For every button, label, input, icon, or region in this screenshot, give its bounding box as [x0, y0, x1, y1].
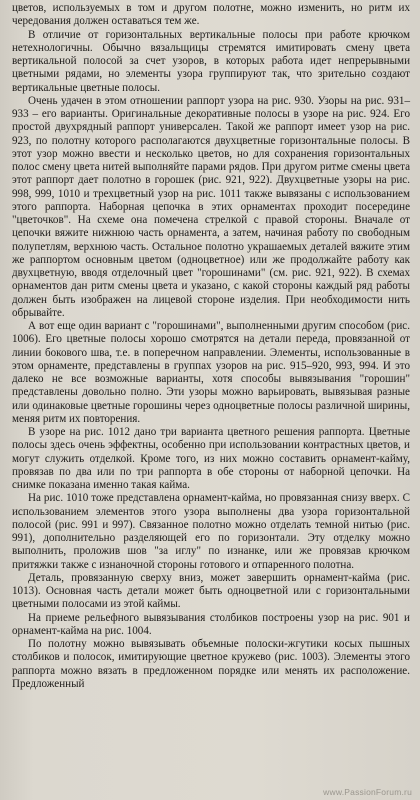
paragraph-pattern-1013: Деталь, провязанную сверху вниз, может завершить орнамент-кайма (рис. 1013). Основная часть детали может быть одноцветной или с горизонтальными цветными полосами из этой каймы.: [12, 571, 410, 611]
paragraph-continuation: цветов, используемых в том и другом полотне, можно изменить, но ритм их чередования должен оставаться тем же.: [12, 2, 410, 28]
paragraph-vertical-stripes: В отличие от горизонтальных вертикальные полосы при работе крючком нетехнологичны. Обычно вязальщицы стремятся имитировать смену цвета вертикальной полосой за счет узоров, в которых работа идет непрерывными цветными рядами, но элементы узора группируют так, что зрительно создают вертикальные цветные полосы.: [12, 28, 410, 94]
paragraph-dots-variant: А вот еще один вариант с "горошинами", выполненными другим способом (рис. 1006). Его цветные полосы хорошо смотрятся на детали переда, провязанной от линии бокового шва, т.е. в поперечном направлении. Элементы, использованные в этом орнаменте, представлены в группах узоров на рис. 915–920, 993, 994. И это далеко не все возможные варианты, хотя способы вывязывания "горошин" представлены довольно полно. Эти узоры можно варьировать, вывязывая разные или одинаковые цветные горошины через одноцветные полосы различной ширины, меняя ритм их повторения.: [12, 320, 410, 425]
paragraph-rapport-930: Очень удачен в этом отношении раппорт узора на рис. 930. Узоры на рис. 931–933 – его варианты. Оригинальные декоративные полосы в узоре на рис. 924. Его простой двухрядный раппорт универсален. Такой же раппорт имеет узор на рис. 923, по полотну которого располагаются двухцветные горизонтальные полосы. В этот узор можно ввести и несколько цветов, но для сохранения горизонтальных полос смену цвета нитей выполняйте парами рядов. При другом ритме смены цвета этот раппорт дает полотно в горошек (рис. 921, 922). Двухцветные узоры на рис. 998, 999, 1010 и трехцветный узор на рис. 1011 также вывязаны с использованием этого раппорта. Наборная цепочка в этих орнаментах проходит посередине "цветочков". На схеме она помечена стрелкой с правой стороны. Вначале от цепочки вяжите нижнюю часть орнамента, а затем, начиная работу по свободным полупетлям, верхнюю часть. Остальное полотно украшаемых деталей вяжите этим же раппортом основным цветом (одноцветное) или же продолжайте работу как двухцветную, вводя отделочный цвет "горошинами" (см. рис. 921, 922). В схемах орнаментов дан ритм смены цвета и указано, с какой стороны каждый ряд работы должен быть изображен на лицевой стороне изделия. При необходимости нить обрывайте.: [12, 94, 410, 319]
site-watermark: www.PassionForum.ru: [323, 787, 412, 797]
paragraph-volume-strips: По полотну можно вывязывать объемные полоски-жгутики косых пышных столбиков и полосок, имитирующие цветное кружево (рис. 1003). Элементы этого раппорта можно вязать в предложенном порядке или менять их расположение. Предложенный: [12, 638, 410, 690]
paragraph-pattern-1010: На рис. 1010 тоже представлена орнамент-кайма, но провязанная снизу вверх. С использованием элементов этого узора выполнены два узора горизонтальной полосой (рис. 991 и 997). Связанное полотно можно отделать темной нитью (рис. 991), дополнительно разделяющей его по горизонтали. Эту отделку можно выполнить, проложив шов "за иглу" по изнанке, или же провязав крючком притяжки также с изнаночной стороны готового и отпаренного полотна.: [12, 492, 410, 571]
paragraph-pattern-1012: В узоре на рис. 1012 дано три варианта цветного решения раппорта. Цветные полосы здесь очень эффектны, особенно при использовании контрастных цветов, и могут служить отделкой. Кроме того, из них можно составить орнамент-кайму, провязав по два или по три раппорта в обе стороны от наборной цепочки. На снимке показана именно такая кайма.: [12, 426, 410, 491]
paragraph-relief-stitches: На приеме рельефного вывязывания столбиков построены узор на рис. 901 и орнамент-кайма на рис. 1004.: [12, 611, 410, 637]
